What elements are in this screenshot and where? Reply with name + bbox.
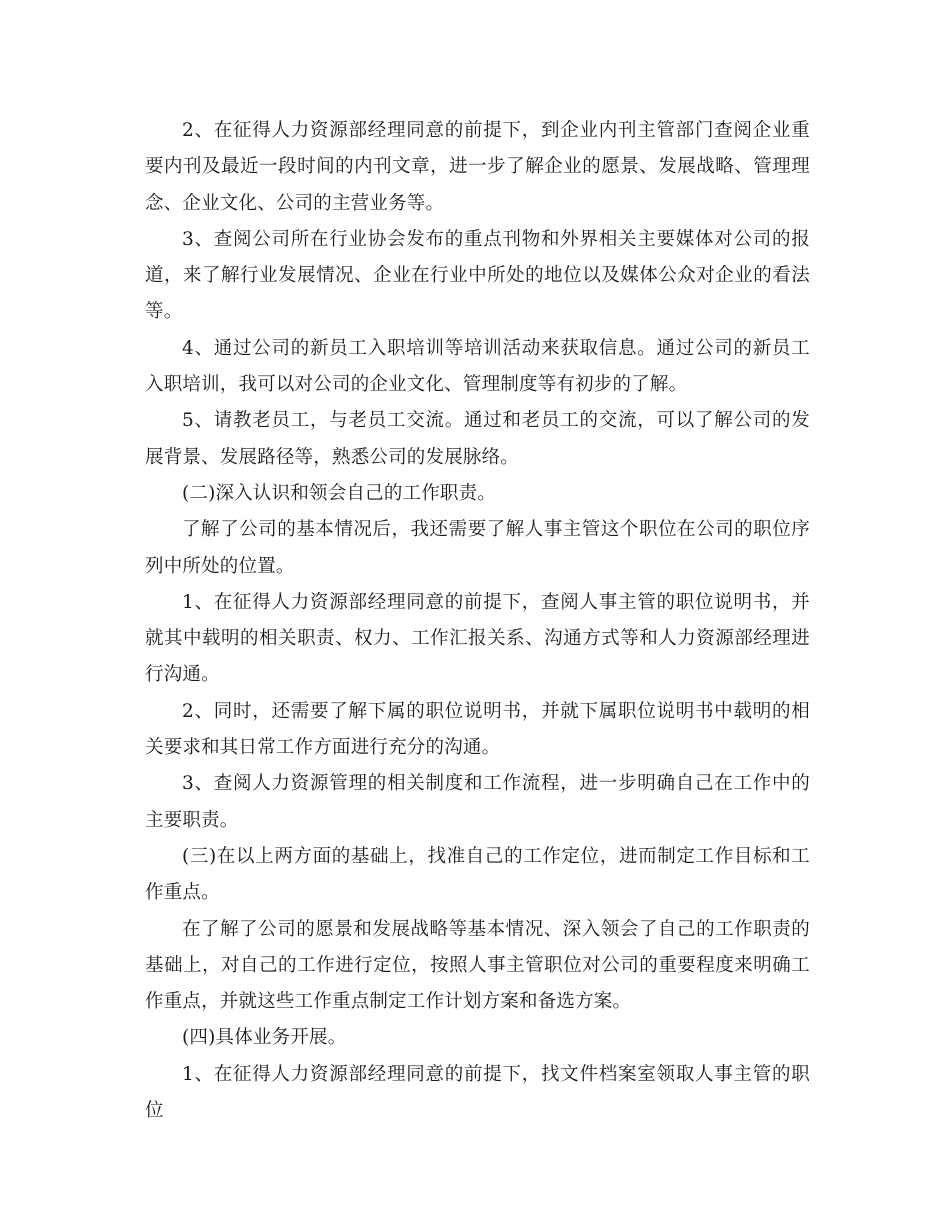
section-heading-work-positioning: (三)在以上两方面的基础上，找准自己的工作定位，进而制定工作目标和工作重点。 [145, 845, 810, 904]
paragraph-job-description: 1、在征得人力资源部经理同意的前提下，查阅人事主管的职位说明书，并就其中载明的相关职责、权力、工作汇报关系、沟通方式等和人力资源部经理进行沟通。 [145, 591, 810, 686]
paragraph-hr-systems: 3、查阅人力资源管理的相关制度和工作流程，进一步明确自己在工作中的主要职责。 [145, 773, 810, 831]
section-heading-business-development: (四)具体业务开展。 [182, 1027, 347, 1049]
section-heading-job-duties: (二)深入认识和领会自己的工作职责。 [182, 482, 497, 504]
paragraph-senior-staff: 5、请教老员工，与老员工交流。通过和老员工的交流，可以了解公司的发展背景、发展路径等，熟悉公司的发展脉络。 [145, 410, 810, 468]
paragraph-work-plan: 在了解了公司的愿景和发展战略等基本情况、深入领会了自己的工作职责的基础上，对自己的工作进行定位，按照人事主管职位对公司的重要程度来明确工作重点，并就这些工作重点制定工作计划方案和备选方案。 [145, 918, 810, 1013]
paragraph-archive-room: 1、在征得人力资源部经理同意的前提下，找文件档案室领取人事主管的职位 [145, 1063, 810, 1122]
paragraph-position-sequence: 了解了公司的基本情况后，我还需要了解人事主管这个职位在公司的职位序列中所处的位置。 [145, 519, 810, 577]
paragraph-enterprise-journal: 2、在征得人力资源部经理同意的前提下，到企业内刊主管部门查阅企业重要内刊及最近一段时间的内刊文章，进一步了解企业的愿景、发展战略、管理理念、企业文化、公司的主营业务等。 [145, 120, 810, 214]
document-body [145, 113, 810, 1129]
paragraph-new-employee-training: 4、通过公司的新员工入职培训等培训活动来获取信息。通过公司的新员工入职培训，我可以对公司的企业文化、管理制度等有初步的了解。 [145, 337, 810, 396]
paragraph-subordinate-description: 2、同时，还需要了解下属的职位说明书，并就下属职位说明书中载明的相关要求和其日常工作方面进行充分的沟通。 [145, 700, 810, 759]
paragraph-industry-publications: 3、查阅公司所在行业协会发布的重点刊物和外界相关主要媒体对公司的报道，来了解行业发展情况、企业在行业中所处的地位以及媒体公众对企业的看法等。 [145, 228, 810, 323]
